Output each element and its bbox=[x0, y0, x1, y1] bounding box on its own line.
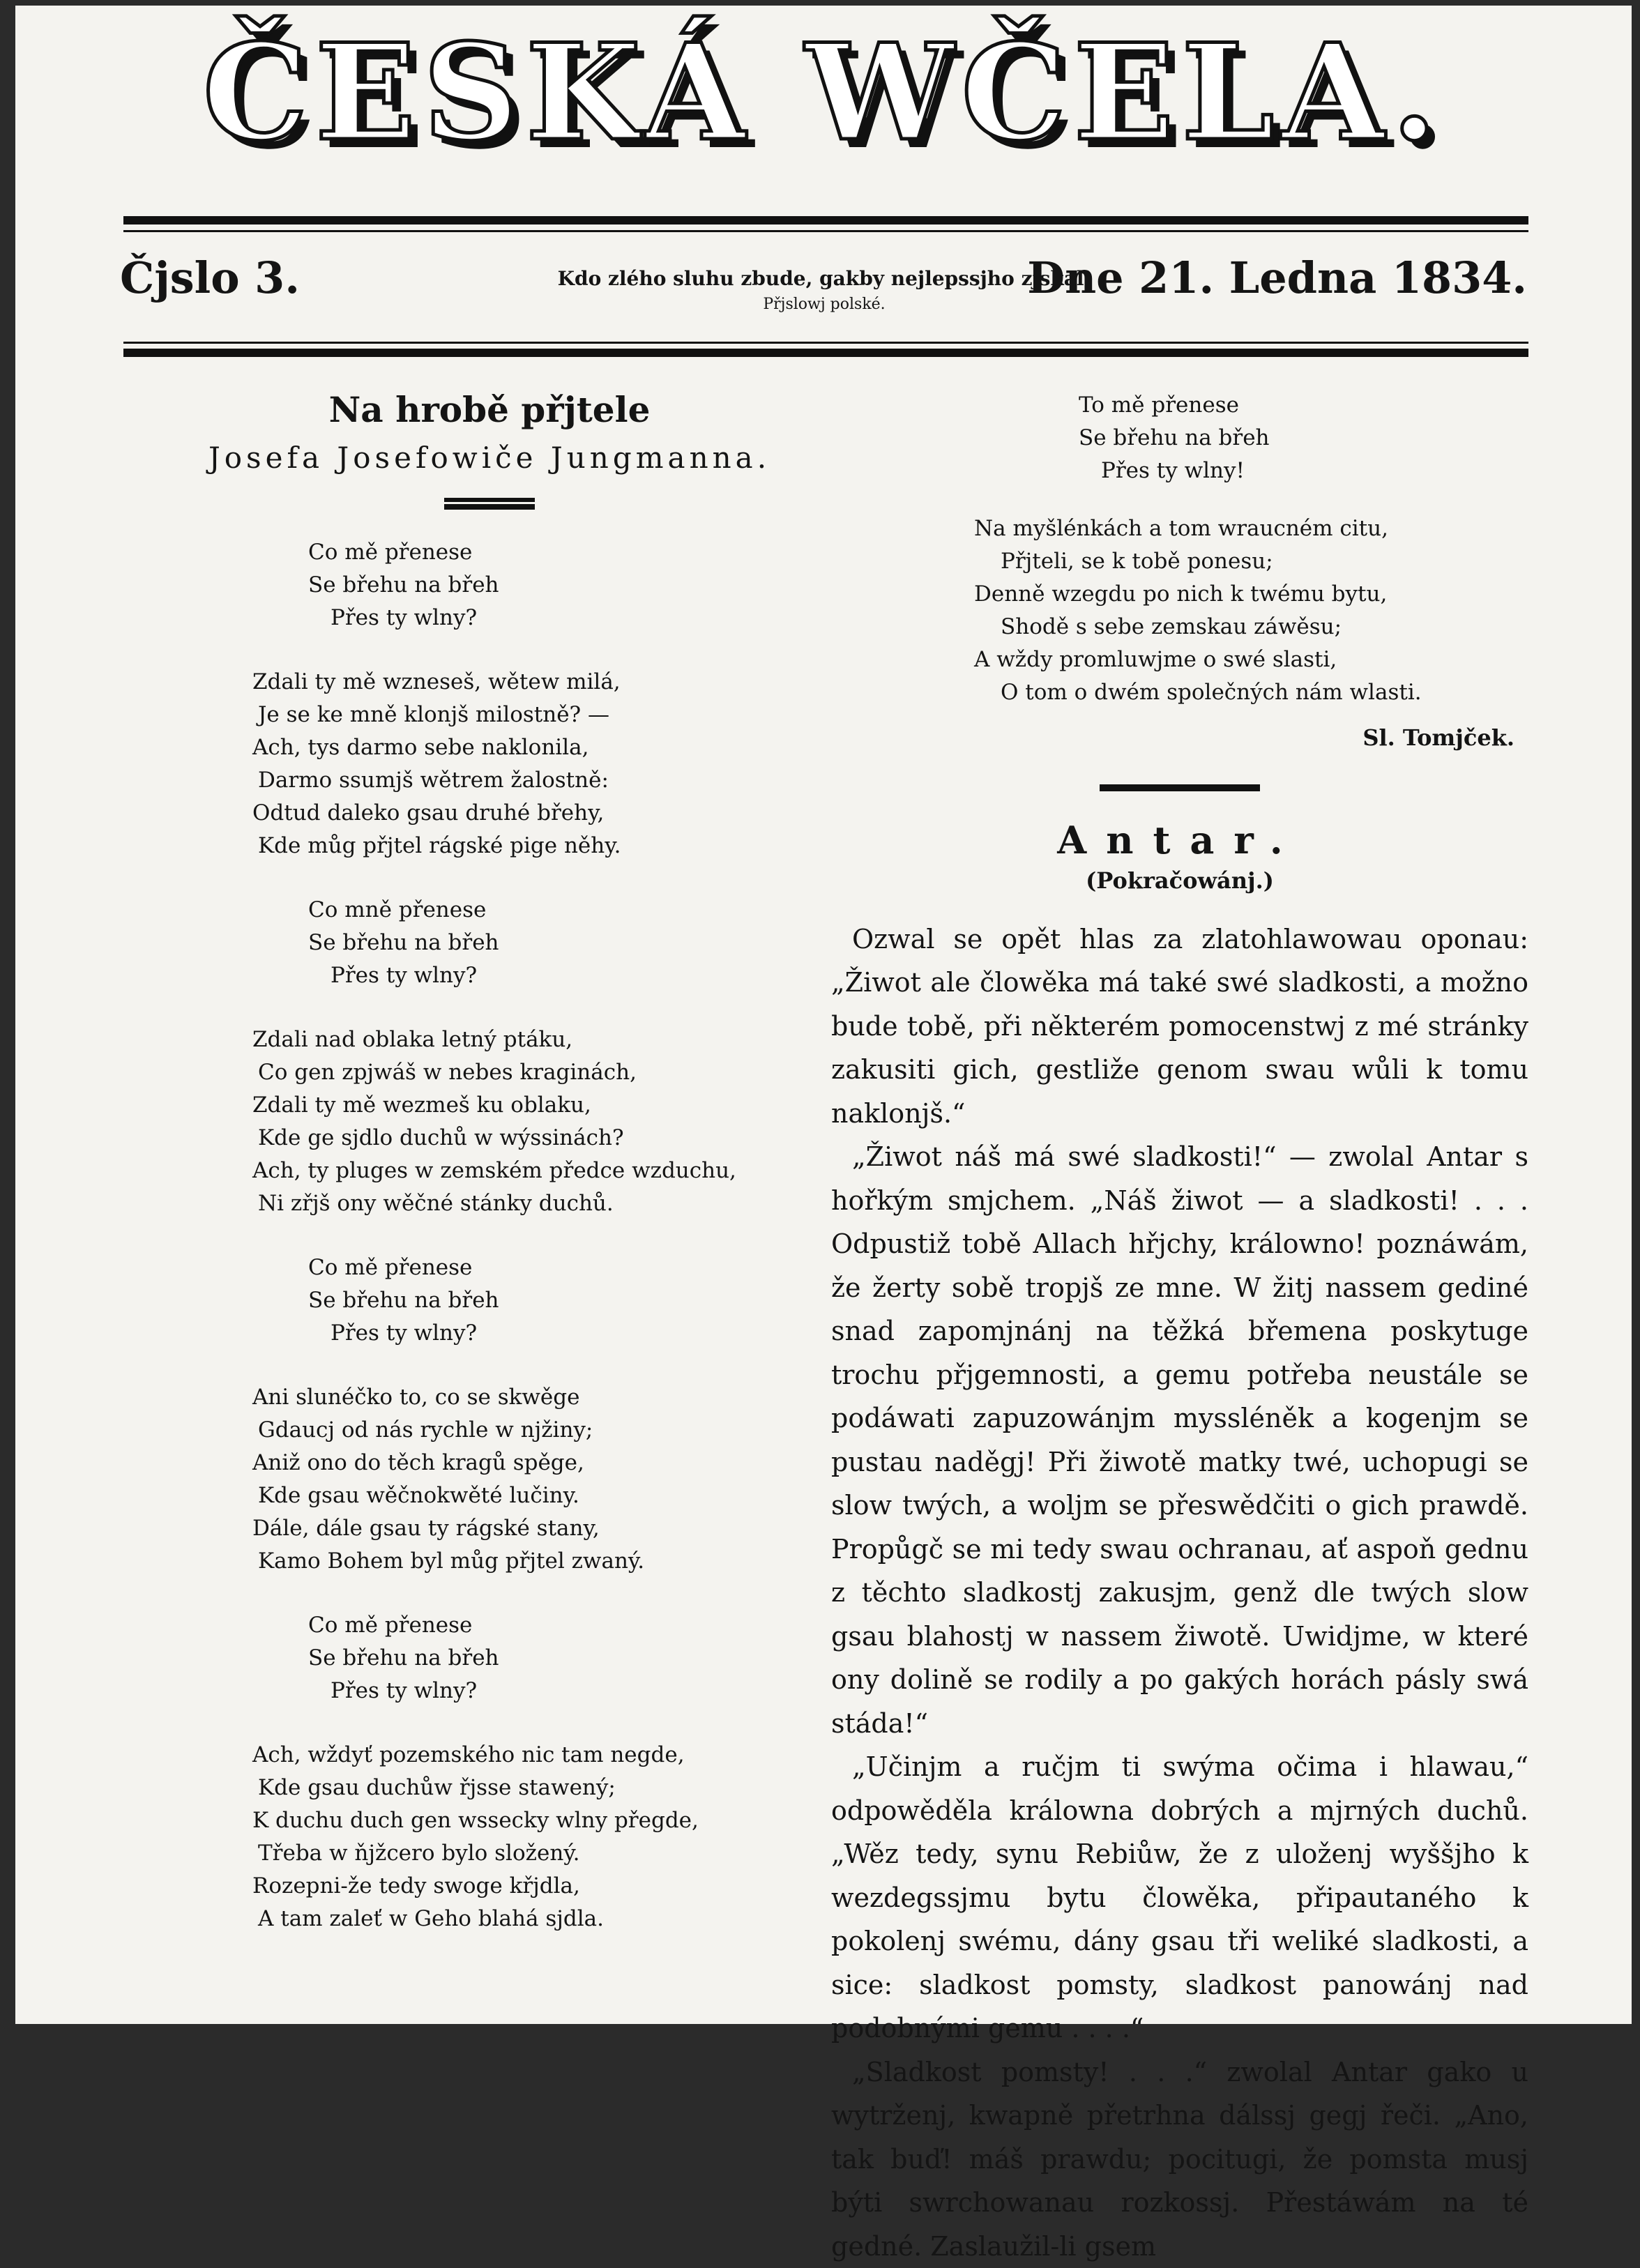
poem-refrain bbox=[204, 1609, 775, 1707]
poem-line: Přjteli, se k tobě ponesu; bbox=[1001, 549, 1273, 574]
poem-line: Shodě s sebe zemskau záwěsu; bbox=[1001, 614, 1342, 639]
poem-body bbox=[204, 536, 775, 1935]
poem-line: Denně wzegdu po nich k twému bytu, bbox=[974, 581, 1388, 607]
poem-line: Třeba w ňjžcero bylo složený. bbox=[258, 1841, 580, 1866]
poem-stanza bbox=[204, 666, 775, 862]
poem-line: Přes ty wlny? bbox=[331, 1321, 478, 1346]
poem-line: Rozepni-že tedy swoge křjdla, bbox=[252, 1873, 580, 1899]
masthead-title: ČESKÁ WČELA. bbox=[202, 15, 1445, 170]
motto-source: Přjslowj polské. bbox=[763, 295, 886, 313]
header-rule-thin bbox=[123, 342, 1528, 344]
poem-refrain bbox=[831, 389, 1528, 487]
poem-line: Kamo Bohem byl můg přjtel zwaný. bbox=[258, 1548, 645, 1574]
poem-line: Se břehu na břeh bbox=[308, 930, 499, 956]
poem-line: A wždy promluwjme o swé slasti, bbox=[974, 647, 1337, 672]
poem-refrain bbox=[204, 1251, 775, 1350]
poem-line: A tam zaleť w Geho blahá sjdla. bbox=[258, 1906, 604, 1932]
poem-signature: Sl. Tomjček. bbox=[1362, 724, 1514, 751]
article-paragraph: „Žiwot náš má swé sladkosti!“ — zwolal Antar s hořkým smjchem. „Náš žiwot — a sladkosti! . . . Odpustiž tobě Allach hřjchy, králowno! poznáwám, že žerty sobě tropjš ze mne. W žitj nassem gediné snad zapomjnánj na těžká břemena poskytuge trochu přjgemnosti, a gemu potřeba neustále se podáwati zapuzowánjm myssléněk a kogenjm se pustau naděgj! Při žiwotě matky twé, uchopugi se slow twých, a woljm se přeswědčiti o gich prawdě. Propůgč se mi tedy swau ochranau, ať aspoň gednu z těchto sladkostj zakusjm, genž dle twých slow gsau blahostj w nassem žiwotě. Uwidjme, w které ony dolině se rodily a po gakých horách pásly swá stáda!“ bbox=[831, 1141, 1528, 1739]
poem-line: Ach, ty pluges w zemském předce wzduchu, bbox=[252, 1158, 736, 1184]
poem-title: Na hrobě přjtele bbox=[328, 389, 651, 430]
newspaper-page bbox=[15, 6, 1632, 2262]
poem-line: Ni zřjš ony wěčné stánky duchů. bbox=[258, 1191, 614, 1217]
poem-line: Kde gsau duchůw řjsse stawený; bbox=[258, 1775, 616, 1801]
poem-line: Ani slunéčko to, co se skwěge bbox=[252, 1385, 580, 1410]
article-title: Antar. bbox=[1057, 818, 1303, 862]
poem-line: Aniž ono do těch kragů spěge, bbox=[252, 1450, 584, 1476]
left-column bbox=[204, 389, 775, 1935]
article-paragraph: Ozwal se opět hlas za zlatohlawowau oponau: „Žiwot ale člowěka má také swé sladkosti, a možno bude tobě, při některém pomocenstwj z mé stránky zakusiti gich, gestliže genom swau wůli k tomu naklonjš.“ bbox=[831, 923, 1528, 1129]
poem-line: Odtud daleko gsau druhé břehy, bbox=[252, 800, 605, 826]
poem-line: Dále, dále gsau ty rágské stany, bbox=[252, 1516, 600, 1542]
masthead-rule-top-thin bbox=[123, 230, 1528, 232]
poem-title-rule bbox=[444, 502, 535, 510]
poem-line: Se břehu na břeh bbox=[1079, 425, 1270, 450]
poem-line: Přes ty wlny? bbox=[331, 1678, 478, 1704]
masthead-rule-top bbox=[123, 216, 1528, 224]
poem-line: Co mě přenese bbox=[308, 1255, 473, 1281]
poem-line: Ach, wždyť pozemského nic tam negde, bbox=[252, 1742, 685, 1768]
poem-line: Kde můg přjtel rágské pige něhy. bbox=[258, 833, 621, 859]
poem-line: Je se ke mně klonjš milostně? — bbox=[258, 702, 610, 728]
poem-refrain bbox=[204, 536, 775, 634]
poem-refrain bbox=[204, 894, 775, 992]
poem-continuation bbox=[831, 389, 1528, 709]
article-subtitle: (Pokračowánj.) bbox=[1086, 867, 1274, 894]
poem-line: To mě přenese bbox=[1079, 393, 1239, 418]
poem-line: Přes ty wlny! bbox=[1101, 458, 1245, 483]
poem-line: Co mně přenese bbox=[308, 897, 487, 923]
poem-line: Přes ty wlny? bbox=[331, 963, 478, 989]
poem-line: Zdali nad oblaka letný ptáku, bbox=[252, 1027, 573, 1053]
article-paragraph: „Učinjm a ručjm ti swýma očima i hlawau,“ odpowěděla králowna dobrých a mjrných duchů. „Wěz tedy, synu Rebiůw, že z uloženj wyššjho k wezdegssjmu bytu člowěka, připautaného k pokolenj swému, dány gsau tři weliké sladkosti, a sice: sladkost pomsty, sladkost panowánj nad podobnými gemu . . . .“ bbox=[831, 1751, 1528, 2044]
poem-line: Přes ty wlny? bbox=[331, 605, 478, 631]
poem-line: Darmo ssumjš wětrem žalostně: bbox=[258, 768, 609, 793]
poem-line: Na myšlénkách a tom wraucném citu, bbox=[974, 516, 1388, 541]
section-divider bbox=[1100, 784, 1260, 791]
poem-line: K duchu duch gen wssecky wlny přegde, bbox=[252, 1808, 699, 1834]
issue-date: Dne 21. Ledna 1834. bbox=[1027, 252, 1527, 303]
poem-line: Zdali ty mě wzneseš, wětew milá, bbox=[252, 669, 621, 695]
poem-line: Gdaucj od nás rychle w njžiny; bbox=[258, 1417, 593, 1443]
article-paragraph: „Sladkost pomsty! . . .“ zwolal Antar gako u wytrženj, kwapně přetrhna dálssj gegj řeči. „Ano, tak buď! máš prawdu; pocitugi, že pomsta musj býti swrchowanau rozkossj. Přestáwám na té gedné. Zaslaužil-li gsem bbox=[831, 2056, 1528, 2262]
header-rule-bottom bbox=[123, 349, 1528, 357]
poem-subtitle: Josefa Josefowiče Jungmanna. bbox=[208, 441, 771, 475]
poem-stanza bbox=[204, 1381, 775, 1578]
poem-line: Kde gsau wěčnokwěté lučiny. bbox=[258, 1483, 579, 1509]
motto-text: Kdo zlého sluhu zbude, gakby nejlepssjho zjskal. bbox=[557, 267, 1091, 290]
article-body bbox=[831, 918, 1528, 2268]
poem-line: Co gen zpjwáš w nebes kraginách, bbox=[258, 1060, 637, 1086]
poem-stanza bbox=[831, 512, 1528, 709]
poem-line: Co mě přenese bbox=[308, 540, 473, 565]
poem-line: Se břehu na břeh bbox=[308, 572, 499, 598]
poem-stanza bbox=[204, 1739, 775, 1935]
poem-line: Se břehu na břeh bbox=[308, 1288, 499, 1314]
poem-line: O tom o dwém společných nám wlasti. bbox=[1001, 680, 1422, 705]
poem-line: Co mě přenese bbox=[308, 1613, 473, 1638]
issue-number: Čjslo 3. bbox=[120, 252, 300, 303]
poem-line: Ach, tys darmo sebe naklonila, bbox=[252, 735, 589, 761]
poem-line: Kde ge sjdlo duchů w wýssinách? bbox=[258, 1125, 624, 1151]
poem-line: Se břehu na břeh bbox=[308, 1645, 499, 1671]
poem-stanza bbox=[204, 1023, 775, 1220]
right-column bbox=[831, 389, 1528, 2268]
poem-line: Zdali ty mě wezmeš ku oblaku, bbox=[252, 1093, 591, 1118]
